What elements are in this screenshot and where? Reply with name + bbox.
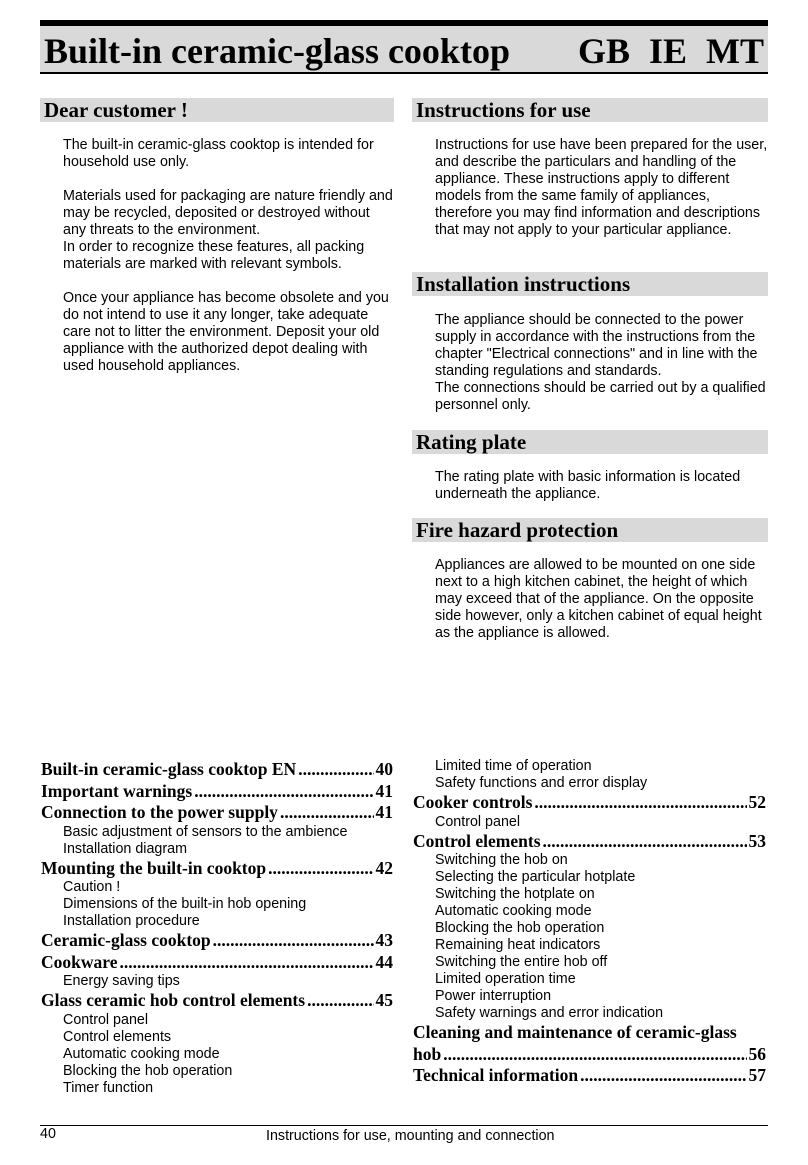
section-heading-fire-hazard: Fire hazard protection xyxy=(412,518,768,542)
toc-subentry[interactable]: Timer function xyxy=(63,1079,154,1096)
paragraph: The connections should be carried out by a qualified personnel only. xyxy=(435,380,766,413)
toc-subentry[interactable]: Safety warnings and error indication xyxy=(435,1005,664,1021)
toc-entry[interactable]: Glass ceramic hob control elements ..... 45 xyxy=(41,990,393,1012)
section-heading-dear-customer: Dear customer ! xyxy=(40,98,394,122)
footer-page-number: 40 xyxy=(40,1126,56,1142)
rating-plate-text xyxy=(435,469,768,503)
toc-subentry[interactable]: Limited time of operation xyxy=(435,758,592,774)
paragraph: The appliance should be connected to the power supply in accordance with the instructions from the chapter "Electrical connections" and in line with the standing regulations and standards. xyxy=(435,312,758,379)
paragraph: Materials used for packaging are nature friendly and may be recycled, deposited or destroyed without any threats to the environment. xyxy=(63,188,393,238)
section-heading-installation-instructions: Installation instructions xyxy=(412,272,768,296)
toc-subentry[interactable]: Dimensions of the built-in hob opening xyxy=(63,896,307,912)
toc-subentry[interactable]: Installation diagram xyxy=(63,840,187,857)
toc-subentry[interactable]: Energy saving tips xyxy=(63,973,180,989)
paragraph: In order to recognize these features, all packing materials are marked with relevant symbols. xyxy=(63,239,365,272)
toc-subentry[interactable]: Caution ! xyxy=(63,879,121,895)
toc-left xyxy=(41,759,393,1097)
toc-entry[interactable]: Ceramic-glass cooktop ..... 43 xyxy=(41,930,393,952)
section-heading-rating-plate: Rating plate xyxy=(412,430,768,454)
footer-rule xyxy=(40,1125,768,1126)
title-bar xyxy=(40,26,768,74)
footer-text: Instructions for use, mounting and connection xyxy=(266,1128,555,1144)
toc-right xyxy=(413,758,766,1087)
toc-subentry[interactable]: Selecting the particular hotplate xyxy=(435,869,636,885)
paragraph: Instructions for use have been prepared for the user, and describe the particulars and handling of the appliance. These instructions apply to different models from the same family of appliances, therefore you may find information and descriptions that may not apply to your particular appliance. xyxy=(435,137,768,238)
toc-entry[interactable]: Technical information ..... 57 xyxy=(413,1065,766,1087)
toc-entry[interactable]: Mounting the built-in cooktop ..... 42 xyxy=(41,858,393,880)
toc-subentry[interactable]: Safety functions and error display xyxy=(435,775,648,791)
toc-subentry[interactable]: Remaining heat indicators xyxy=(435,937,601,953)
toc-entry[interactable]: Built-in ceramic-glass cooktop EN ..... 40 xyxy=(41,759,393,781)
toc-subentry[interactable]: Blocking the hob operation xyxy=(435,920,605,936)
toc-entry[interactable]: hob ..... 56 xyxy=(413,1044,766,1066)
toc-subentry[interactable]: Control panel xyxy=(435,813,521,830)
toc-entry[interactable]: Cookware ..... 44 xyxy=(41,952,393,974)
toc-entry[interactable]: Connection to the power supply ..... 41 xyxy=(41,802,393,824)
section-heading-instructions-for-use: Instructions for use xyxy=(412,98,768,122)
toc-subentry[interactable]: Automatic cooking mode xyxy=(435,903,592,919)
toc-subentry[interactable]: Power interruption xyxy=(435,988,552,1004)
country-codes: GB IE MT xyxy=(577,31,764,71)
installation-instructions-text xyxy=(435,312,768,414)
fire-hazard-text xyxy=(435,557,768,642)
toc-subentry[interactable]: Control elements xyxy=(63,1028,172,1045)
toc-subentry[interactable]: Blocking the hob operation xyxy=(63,1062,233,1079)
page-title: Built-in ceramic-glass cooktop xyxy=(44,31,510,71)
paragraph: Once your appliance has become obsolete and you do not intend to use it any longer, take adequate care not to litter the environment. Deposit your old appliance with the authorized depot dealing with used household appliances. xyxy=(63,290,389,374)
instructions-for-use-text xyxy=(435,137,768,239)
paragraph: The built-in ceramic-glass cooktop is intended for household use only. xyxy=(63,137,374,170)
toc-subentry[interactable]: Automatic cooking mode xyxy=(63,1045,220,1062)
toc-entry[interactable]: Control elements ..... 53 xyxy=(413,831,766,853)
toc-subentry[interactable]: Basic adjustment of sensors to the ambience xyxy=(63,823,348,840)
dear-customer-text xyxy=(63,137,395,392)
toc-subentry[interactable]: Installation procedure xyxy=(63,913,200,929)
toc-subentry[interactable]: Limited operation time xyxy=(435,971,576,987)
toc-entry[interactable]: Cooker controls ..... 52 xyxy=(413,792,766,814)
paragraph: Appliances are allowed to be mounted on one side next to a high kitchen cabinet, the height of which may exceed that of the appliance. On the opposite side however, only a kitchen cabinet of equal height as the appliance is allowed. xyxy=(435,557,762,641)
toc-entry[interactable]: Important warnings ..... 41 xyxy=(41,781,393,803)
toc-entry-wrapped-title[interactable]: Cleaning and maintenance of ceramic-glass xyxy=(413,1022,737,1042)
toc-subentry[interactable]: Switching the entire hob off xyxy=(435,954,608,970)
toc-subentry[interactable]: Switching the hob on xyxy=(435,852,568,868)
toc-subentry[interactable]: Switching the hotplate on xyxy=(435,886,595,902)
paragraph: The rating plate with basic information is located underneath the appliance. xyxy=(435,469,741,502)
toc-subentry[interactable]: Control panel xyxy=(63,1011,149,1028)
